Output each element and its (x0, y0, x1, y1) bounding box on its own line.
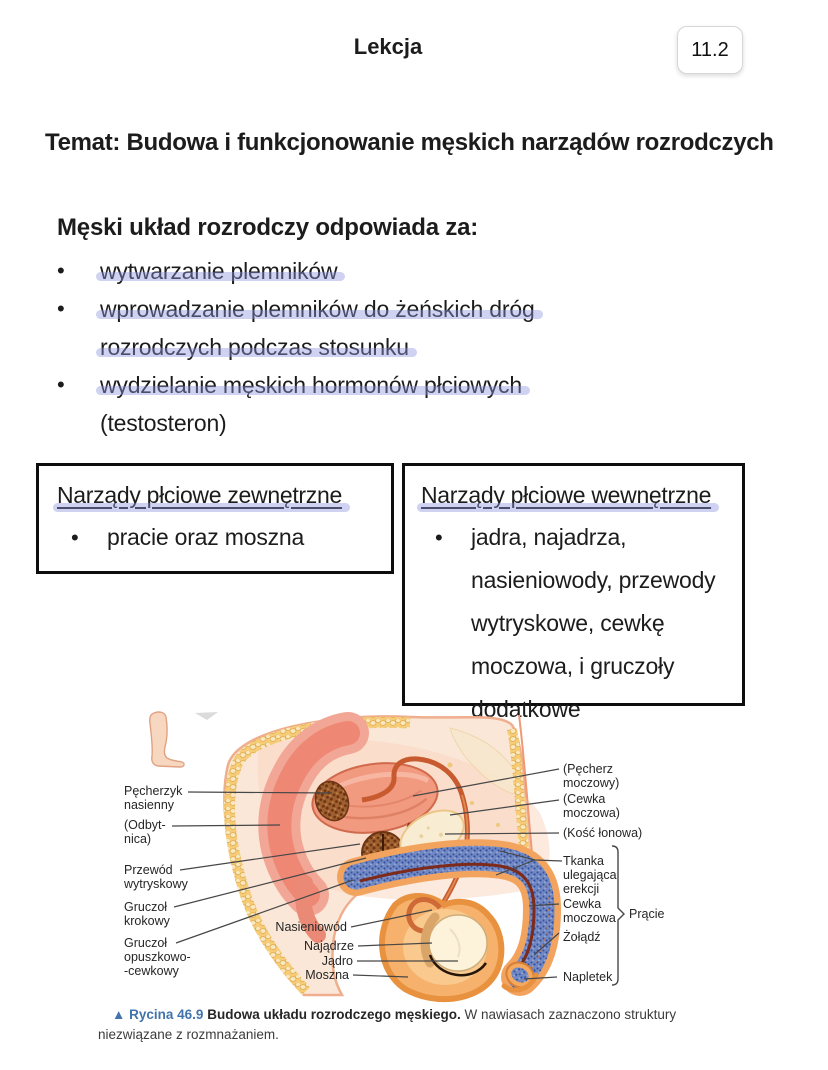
list-item (57, 366, 717, 442)
cell-line: wytryskowe, cewkę (471, 610, 665, 636)
column-header: Narządy płciowe wewnętrzne (421, 482, 712, 508)
label-gruczol-opuszkowo-cewkowy: Gruczoł (124, 936, 168, 950)
table-row (57, 516, 391, 559)
label-line: nasienny (124, 798, 175, 812)
column-header: Narządy płciowe zewnętrzne (57, 482, 342, 508)
label-line: moczowa) (563, 806, 620, 820)
caption-marker: ▲ (112, 1007, 126, 1022)
figure-caption (98, 1005, 738, 1046)
page-title: Lekcja (353, 34, 423, 59)
highlighted-line: wydzielanie męskich hormonów płciowych (100, 372, 522, 398)
label-line: nica) (124, 832, 152, 846)
label-line: moczowa (563, 911, 616, 925)
label-line: erekcji (563, 882, 600, 896)
highlighted-line: rozrodczych podczas stosunku (100, 334, 409, 360)
label-najadrze: Najądrze (303, 939, 354, 953)
anatomy-figure (110, 703, 730, 1005)
label-cewka-moczowa-1: (Cewka (563, 792, 606, 806)
list-item-text (100, 290, 535, 366)
bullet-icon: • (57, 372, 65, 397)
label-odbytnica: (Odbyt- (124, 818, 166, 832)
list-item (57, 252, 717, 290)
lesson-number-badge: 11.2 (677, 26, 743, 74)
label-napletek: Napletek (563, 970, 613, 984)
label-pecherzyk-nasienny: Pęcherzyk (124, 784, 183, 798)
bullet-icon: • (57, 258, 65, 283)
bullet-icon: • (435, 525, 443, 550)
intro-heading: Męski układ rozrodczy odpowiada za: (57, 214, 479, 241)
caption-figure-ref: Rycina 46.9 (129, 1007, 204, 1022)
leg-icon (150, 712, 184, 767)
bullet-icon: • (71, 525, 79, 550)
caption-note: W nawiasach zaznaczono struktury niezwiązane z rozmnażaniem. (98, 1007, 677, 1043)
cell-line: nasieniowody, przewody (471, 567, 716, 593)
list-item-text (100, 252, 337, 290)
label-line: moczowy) (563, 776, 620, 790)
list-item (57, 290, 717, 366)
label-gruczol-krokowy: Gruczoł (124, 900, 168, 914)
gray-wedge (195, 712, 218, 720)
highlighted-line: wytwarzanie plemników (100, 258, 338, 284)
label-moszna: Moszna (305, 968, 349, 982)
cell-line: jadra, najadrza, (471, 524, 627, 550)
label-pecherz-moczowy: (Pęcherz (563, 762, 614, 776)
cell-text (471, 516, 715, 731)
label-line: opuszkowo- (124, 950, 191, 964)
plain-line: (testosteron) (100, 410, 227, 436)
cell-line: moczowa, i gruczoły (471, 653, 675, 679)
caption-title: Budowa układu rozrodczego męskiego. (207, 1007, 461, 1022)
label-line: ulegająca (563, 868, 617, 882)
bullet-icon: • (57, 296, 65, 321)
label-jadro: Jądro (321, 954, 353, 968)
cell-line: dodatkowe (471, 696, 581, 722)
label-kosc-lonowa: (Kość łonowa) (563, 826, 643, 840)
label-line: -cewkowy (124, 964, 179, 978)
label-zoladz: Żołądź (563, 930, 601, 944)
label-line: krokowy (124, 914, 170, 928)
label-nasieniowod: Nasieniowód (275, 920, 347, 934)
intro-section (57, 214, 717, 442)
label-przewod-wytryskowy: Przewód (124, 863, 173, 877)
label-line: wytryskowy (124, 877, 188, 891)
highlighted-line: wprowadzanie plemników do żeńskich dróg (100, 296, 535, 322)
label-cewka-moczowa-2: Cewka (563, 897, 602, 911)
list-item-text (100, 366, 522, 442)
label-tkanka-erekcyjna: Tkanka (563, 854, 604, 868)
anatomy-figure-svg (110, 703, 730, 1005)
table-cell-external-organs (36, 463, 394, 574)
table-row (421, 516, 742, 731)
table-cell-internal-organs (402, 463, 745, 722)
cell-text: pracie oraz moszna (107, 524, 305, 550)
topic-heading: Temat: Budowa i funkcjonowanie męskich narządów rozrodczych (45, 129, 774, 156)
label-pracie: Prącie (629, 907, 665, 921)
